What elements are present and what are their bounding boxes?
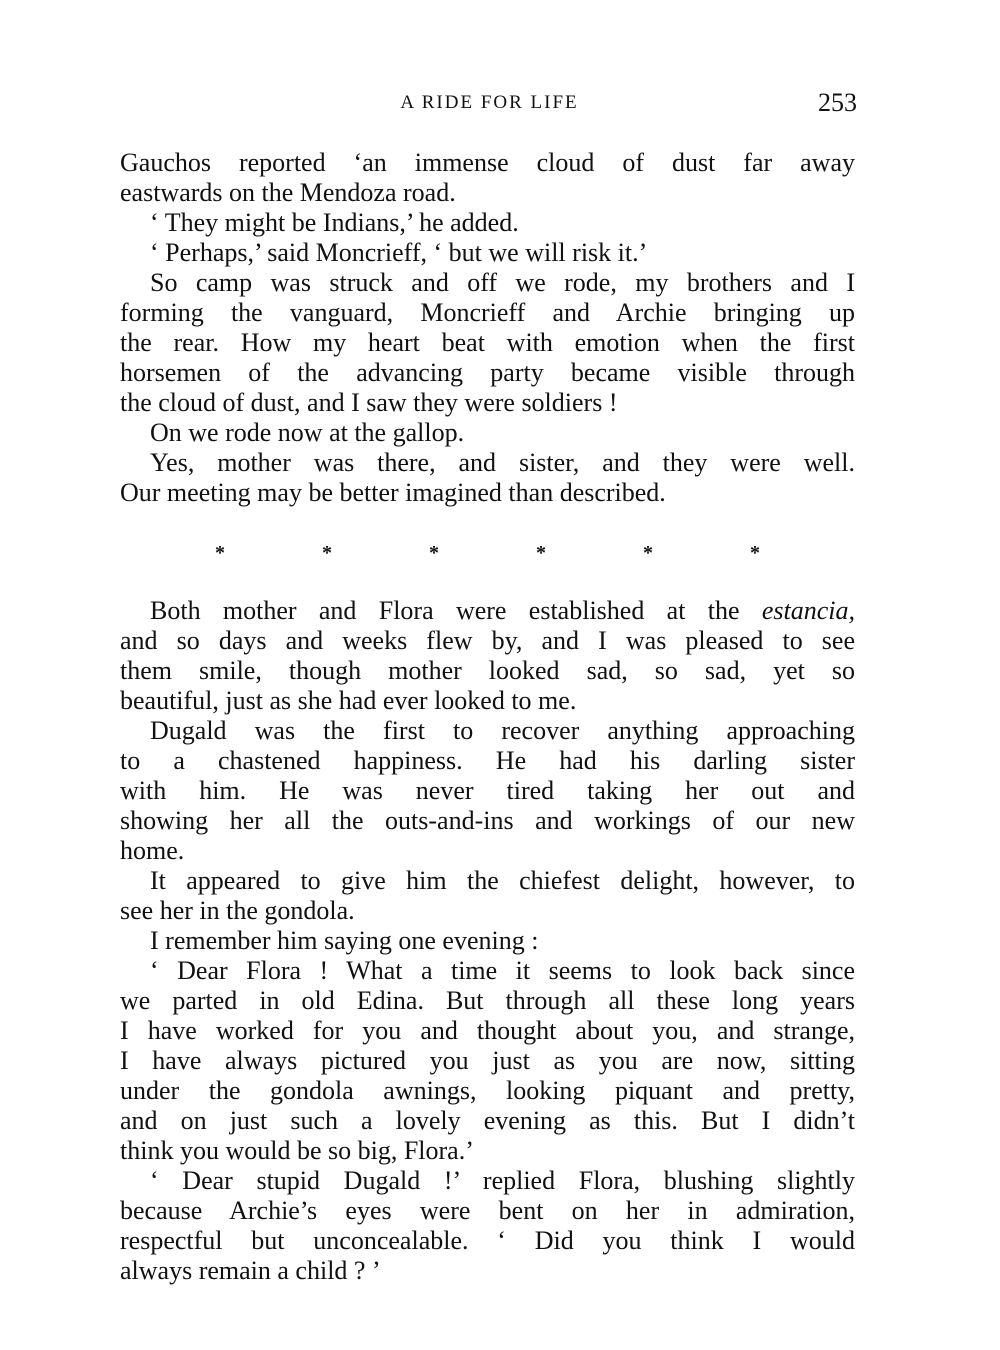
text-line: Yes, mother was there, and sister, and they were well. [150, 448, 855, 477]
page-number: 253 [818, 88, 857, 117]
text-line: ‘ Perhaps,’ said Moncrieff, ‘ but we will risk it.’ [150, 238, 648, 267]
text-line: showing her all the outs-and-ins and workings of our new [120, 806, 855, 835]
text-line: home. [120, 836, 185, 865]
divider-star: * [429, 542, 439, 564]
text-line: I have worked for you and thought about you, and strange, [120, 1016, 855, 1045]
text-line: It appeared to give him the chiefest delight, however, to [150, 866, 855, 895]
text-line: So camp was struck and off we rode, my brothers and I [150, 268, 855, 297]
text-line: respectful but unconcealable. ‘ Did you think I would [120, 1226, 855, 1255]
text-line: the cloud of dust, and I saw they were soldiers ! [120, 388, 618, 417]
text-line: and so days and weeks flew by, and I was pleased to see [120, 626, 855, 655]
text-line: eastwards on the Mendoza road. [120, 178, 456, 207]
text-line: I remember him saying one evening : [150, 926, 539, 955]
text-line: see her in the gondola. [120, 896, 355, 925]
text-line: think you would be so big, Flora.’ [120, 1136, 474, 1165]
text-line: with him. He was never tired taking her out and [120, 776, 855, 805]
text-line: I have always pictured you just as you are now, sitting [120, 1046, 855, 1075]
text-line: we parted in old Edina. But through all these long years [120, 986, 855, 1015]
text-line: Dugald was the first to recover anything approaching [150, 716, 855, 745]
text-line: ‘ Dear Flora ! What a time it seems to look back since [150, 956, 855, 985]
italic-word: estancia, [761, 596, 855, 625]
text-line: On we rode now at the gallop. [150, 418, 465, 447]
divider-star: * [750, 542, 760, 564]
text-line: them smile, though mother looked sad, so sad, yet so [120, 656, 855, 685]
divider-star: * [643, 542, 653, 564]
running-title: A RIDE FOR LIFE [400, 92, 579, 113]
text-run: Both mother and Flora were established at the [150, 596, 762, 625]
divider-star: * [536, 542, 546, 564]
divider-star: * [215, 542, 225, 564]
text-line: Gauchos reported ‘an immense cloud of dust far away [120, 148, 855, 177]
text-line: and on just such a lovely evening as this. But I didn’t [120, 1106, 855, 1135]
running-head [122, 88, 857, 122]
body-text [120, 148, 855, 1286]
text-line: Our meeting may be better imagined than described. [120, 478, 666, 507]
text-line: forming the vanguard, Moncrieff and Archie bringing up [120, 298, 855, 327]
text-line: horsemen of the advancing party became visible through [120, 358, 855, 387]
text-line: to a chastened happiness. He had his darling sister [120, 746, 855, 775]
text-line [120, 596, 855, 626]
text-line: ‘ They might be Indians,’ he added. [150, 208, 519, 237]
text-line: because Archie’s eyes were bent on her in admiration, [120, 1196, 855, 1225]
text-line: always remain a child ? ’ [120, 1256, 381, 1285]
divider-star: * [322, 542, 332, 564]
section-divider [120, 538, 855, 568]
text-line: beautiful, just as she had ever looked to me. [120, 686, 577, 715]
text-line: under the gondola awnings, looking piquant and pretty, [120, 1076, 855, 1105]
text-line: the rear. How my heart beat with emotion when the first [120, 328, 855, 357]
text-line: ‘ Dear stupid Dugald !’ replied Flora, blushing slightly [150, 1166, 855, 1195]
